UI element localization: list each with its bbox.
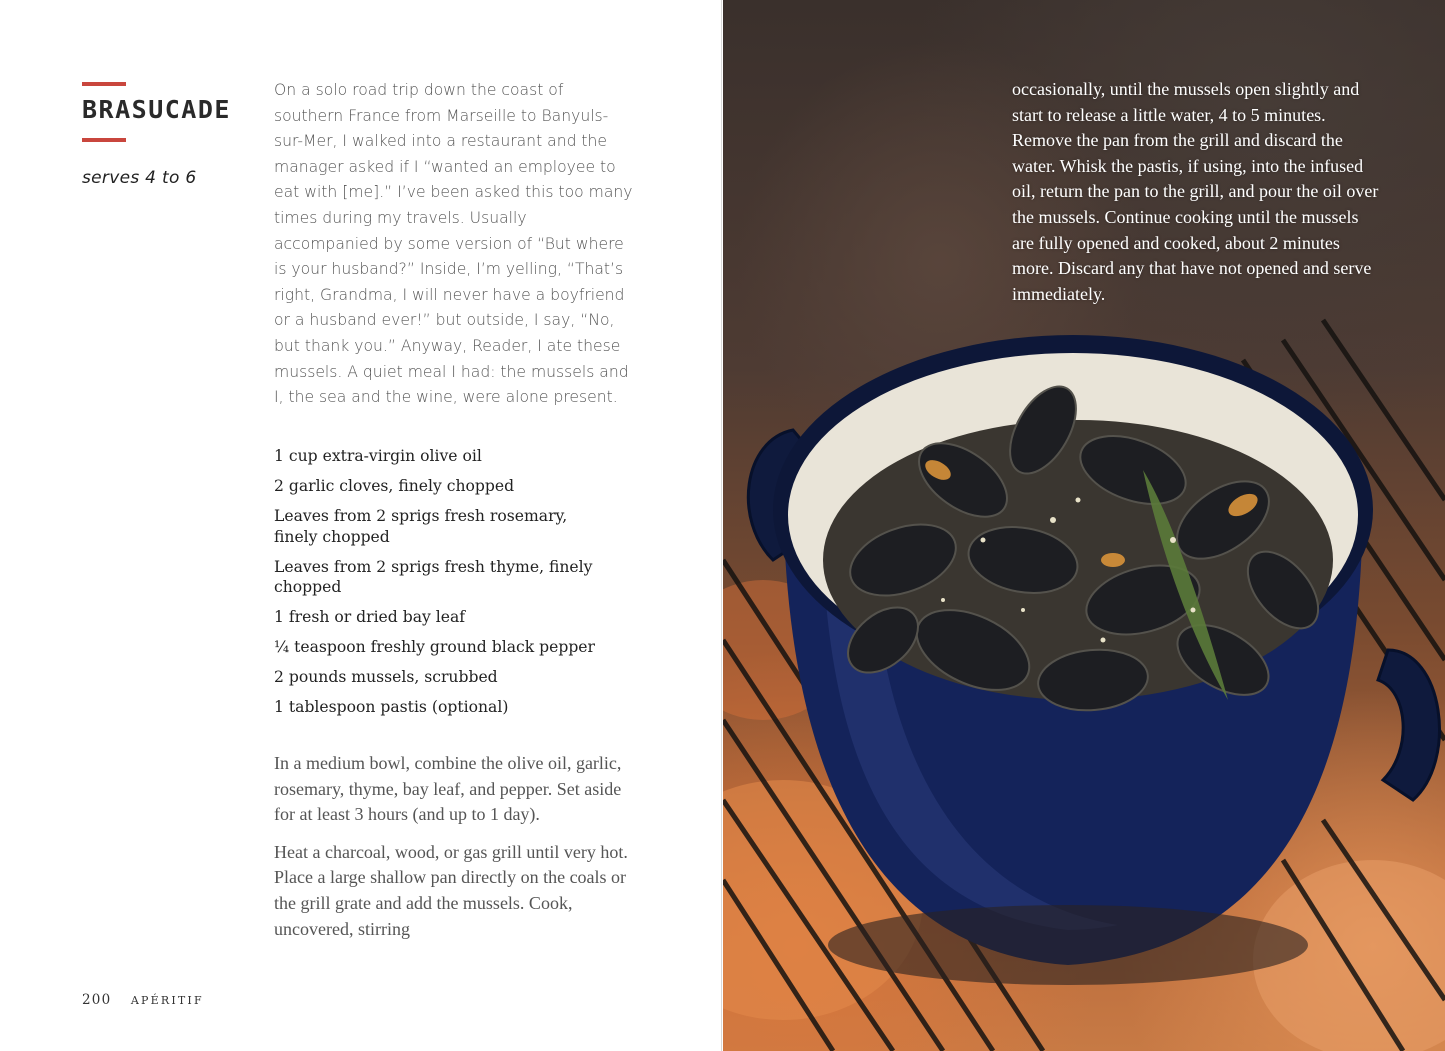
ingredient-item: 2 pounds mussels, scrubbed	[274, 668, 498, 686]
title-rule-bottom	[82, 138, 126, 142]
left-page	[0, 0, 722, 1051]
page-footer	[82, 992, 204, 1008]
ingredient-item: 1 cup extra-virgin olive oil	[274, 447, 482, 465]
ingredient-item: Leaves from 2 sprigs fresh thyme, finely chopped	[274, 557, 593, 596]
method-steps	[274, 751, 639, 954]
page-number: 200	[82, 992, 112, 1008]
ingredient-item: 2 garlic cloves, finely chopped	[274, 477, 515, 495]
title-rule-top	[82, 82, 126, 86]
method-continued: occasionally, until the mussels open slightly and start to release a little water, 4 to 5 minutes. Remove the pan from the grill and discard the water. Whisk the pastis, if using, into the infused oil, return the pan to the grill, and pour the oil over the mussels. Continue cooking until the mussels are fully opened and cooked, about 2 minutes more. Discard any that have not opened and serve immediately.	[1012, 79, 1379, 304]
method-step: Heat a charcoal, wood, or gas grill until very hot. Place a large shallow pan directly on the coals or the grill grate and add the mussels. Cook, uncovered, stirring	[274, 841, 628, 939]
ingredient-list	[274, 446, 614, 727]
serves-yield: serves 4 to 6	[82, 168, 197, 188]
ingredient-item: 1 tablespoon pastis (optional)	[274, 698, 509, 716]
recipe-title: BRASUCADE	[82, 95, 231, 124]
ingredient-item: Leaves from 2 sprigs fresh rosemary, finely chopped	[274, 507, 568, 546]
ingredient-item: ¼ teaspoon freshly ground black pepper	[274, 638, 595, 656]
photo-page	[723, 0, 1445, 1051]
method-step: In a medium bowl, combine the olive oil, garlic, rosemary, thyme, bay leaf, and pepper. Set aside for at least 3 hours (and up to 1 day).	[274, 753, 622, 825]
recipe-intro: On a solo road trip down the coast of southern France from Marseille to Banyuls-sur-Mer, I walked into a restaurant and the manager asked if I “wanted an employee to eat with [me].” I’ve been asked this too many times during my travels. Usually accompanied by some version of “But where is your husband?” Inside, I’m yelling, “That’s right, Grandma, I will never have a boyfriend or a husband ever!” but outside, I say, “No, but thank you.” Anyway, Reader, I ate these mussels. A quiet meal I had: the mussels and I, the sea and the wine, were alone present.	[274, 81, 633, 407]
section-name: APÉRITIF	[130, 994, 204, 1007]
ingredient-item: 1 fresh or dried bay leaf	[274, 608, 466, 626]
